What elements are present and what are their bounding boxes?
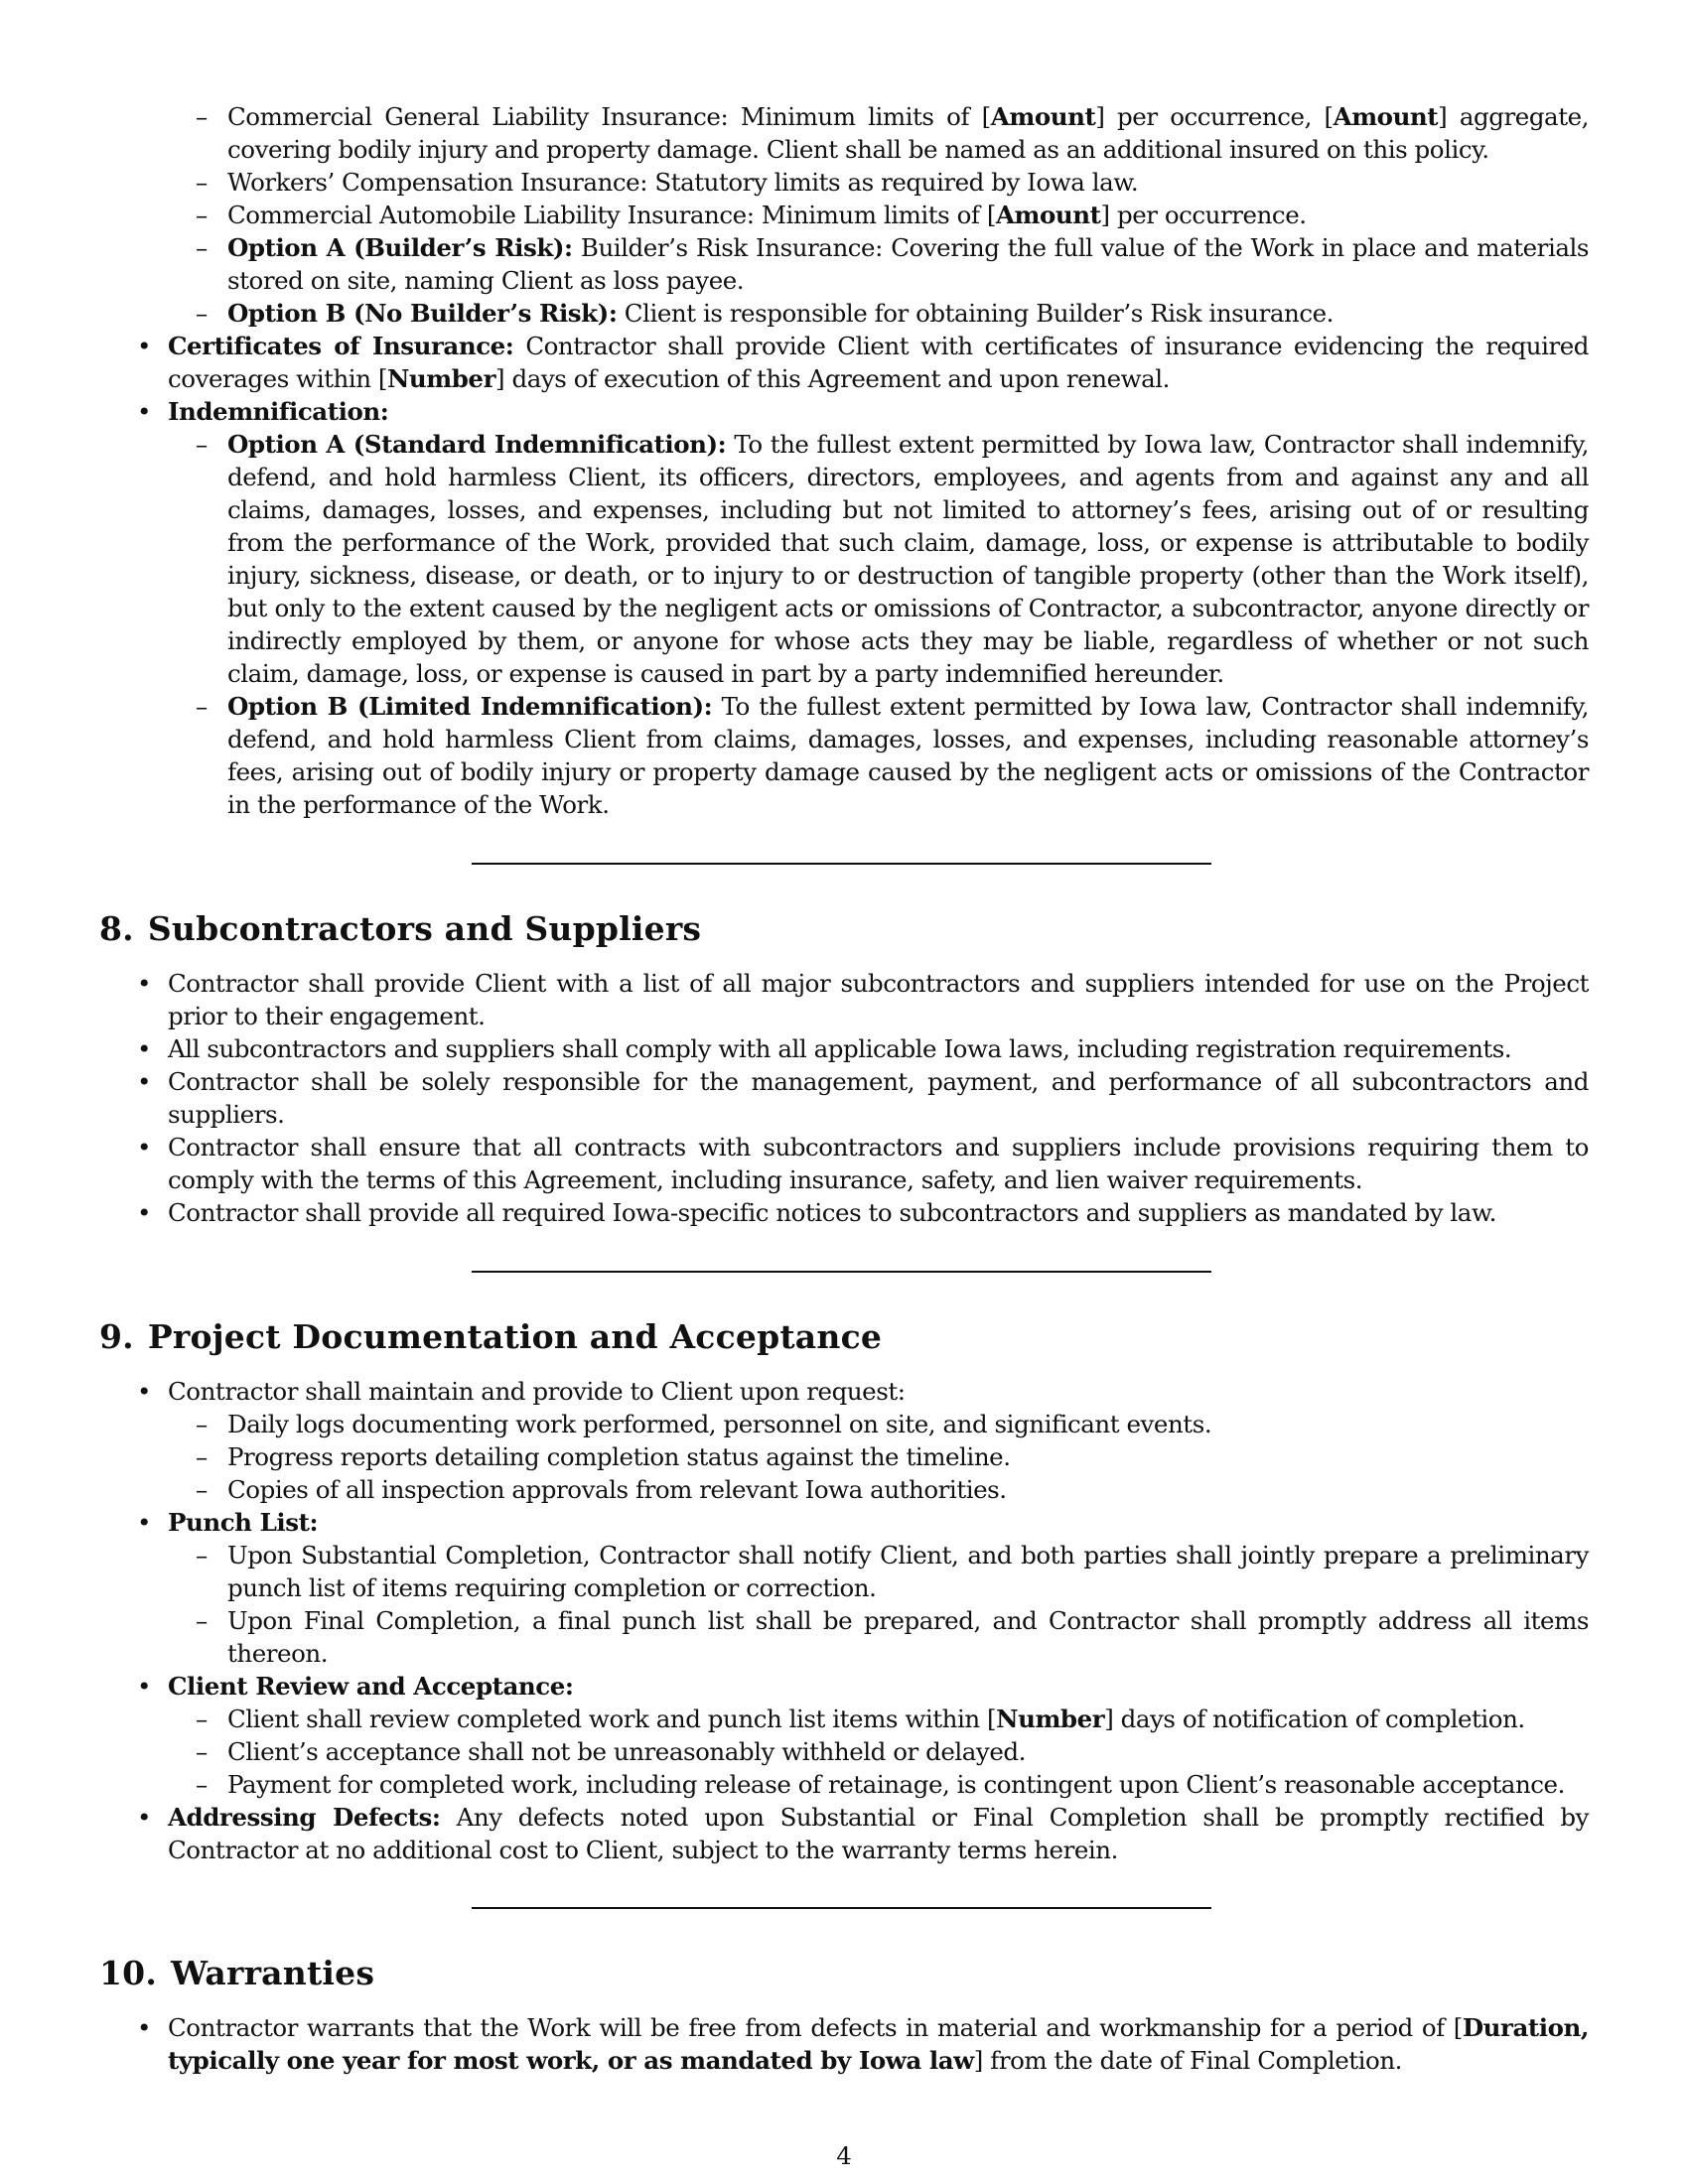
list-item: – Commercial Automobile Liability Insurance: Minimum limits of [Amount] per occurrence.: [0, 199, 1688, 231]
list-item: – Payment for completed work, including release of retainage, is contingent upon Client’s reasonable acceptance.: [0, 1768, 1688, 1801]
list-item: • Contractor warrants that the Work will be free from defects in material and workmanship for a period of [Duration, typically one year for most work, or as mandated by Iowa law] from the date of Final Completion.: [0, 2011, 1688, 2077]
list-item: • Contractor shall be solely responsible for the management, payment, and performance of all subcontractors and suppliers.: [0, 1065, 1688, 1131]
section-divider: [472, 863, 1211, 865]
list-item: • Indemnification: – Option A (Standard Indemnification): To the fullest extent permitted by Iowa law, Contractor shall indemnify, defend, and hold harmless Client, its officers, directors, employees, and agents from and against any and all claims, damages, losses, and expenses, including but not limited to attorney’s fees, arising out of or resulting from the performance of the Work, provided that such claim, damage, loss, or expense is attributable to bodily injury, sickness, disease, or death, or to injury to or destruction of tangible property (other than the Work itself), but only to the extent caused by the negligent acts or omissions of Contractor, a subcontractor, anyone directly or indirectly employed by them, or anyone for whose acts they may be liable, regardless of whether or not such claim, damage, loss, or expense is caused in part by a party indemnified hereunder. – Option B (Limited Indemnification): To the fullest extent permitted by Iowa law, Contractor shall indemnify, defend, and hold harmless Client from claims, damages, losses, and expenses, including reasonable attorney’s fees, arising out of bodily injury or property damage caused by the negligent acts or omissions of the Contractor in the performance of the Work.: [0, 395, 1688, 821]
insurance-bullets: [0, 330, 1688, 821]
list-item: – Option A (Builder’s Risk): Builder’s Risk Insurance: Covering the full value of the Work in place and materials stored on site, naming Client as loss payee.: [0, 231, 1688, 297]
page-number: 4: [836, 2141, 852, 2170]
section-10-body: [0, 2011, 1688, 2077]
warranty-list: [0, 2011, 1688, 2077]
documentation-list: [0, 1375, 1688, 1866]
list-item: – Upon Substantial Completion, Contractor shall notify Client, and both parties shall jointly prepare a preliminary punch list of items requiring completion or correction.: [0, 1539, 1688, 1604]
section-divider: [472, 1907, 1211, 1909]
list-item: • Punch List: – Upon Substantial Completion, Contractor shall notify Client, and both parties shall jointly prepare a preliminary punch list of items requiring completion or correction. – Upon Final Completion, a final punch list shall be prepared, and Contractor shall promptly address all items thereon.: [0, 1506, 1688, 1670]
section-9-body: [0, 1375, 1688, 1866]
insurance-continuation: [0, 100, 1688, 821]
list-item: • Certificates of Insurance: Contractor shall provide Client with certificates of insurance evidencing the required coverages within [Number] days of execution of this Agreement and upon renewal.: [0, 330, 1688, 395]
list-item: – Progress reports detailing completion status against the timeline.: [0, 1440, 1688, 1473]
maintain-sublist: [0, 1408, 1688, 1506]
list-item: • Contractor shall maintain and provide to Client upon request: – Daily logs documenting work performed, personnel on site, and significant events. – Progress reports detailing completion status against the timeline. – Copies of all inspection approvals from relevant Iowa authorities.: [0, 1375, 1688, 1506]
list-item: – Upon Final Completion, a final punch list shall be prepared, and Contractor shall promptly address all items thereon.: [0, 1604, 1688, 1670]
section-heading: 10. Warranties: [99, 1954, 375, 1992]
list-item: – Client’s acceptance shall not be unreasonably withheld or delayed.: [0, 1735, 1688, 1768]
list-item: • All subcontractors and suppliers shall comply with all applicable Iowa laws, including registration requirements.: [0, 1032, 1688, 1065]
list-item: – Option A (Standard Indemnification): To the fullest extent permitted by Iowa law, Contractor shall indemnify, defend, and hold harmless Client, its officers, directors, employees, and agents from and against any and all claims, damages, losses, and expenses, including but not limited to attorney’s fees, arising out of or resulting from the performance of the Work, provided that such claim, damage, loss, or expense is attributable to bodily injury, sickness, disease, or death, or to injury to or destruction of tangible property (other than the Work itself), but only to the extent caused by the negligent acts or omissions of Contractor, a subcontractor, anyone directly or indirectly employed by them, or anyone for whose acts they may be liable, regardless of whether or not such claim, damage, loss, or expense is caused in part by a party indemnified hereunder.: [0, 428, 1688, 690]
section-heading: 9. Project Documentation and Acceptance: [99, 1317, 883, 1356]
review-sublist: [0, 1703, 1688, 1801]
section-8-body: [0, 967, 1688, 1229]
punch-list-sublist: [0, 1539, 1688, 1670]
list-item: – Option B (Limited Indemnification): To the fullest extent permitted by Iowa law, Contractor shall indemnify, defend, and hold harmless Client from claims, damages, losses, and expenses, including reasonable attorney’s fees, arising out of bodily injury or property damage caused by the negligent acts or omissions of the Contractor in the performance of the Work.: [0, 690, 1688, 821]
section-divider: [472, 1271, 1211, 1273]
list-item: • Contractor shall provide all required Iowa-specific notices to subcontractors and suppliers as mandated by law.: [0, 1196, 1688, 1229]
list-item: – Commercial General Liability Insurance: Minimum limits of [Amount] per occurrence, [Amount] aggregate, covering bodily injury and property damage. Client shall be named as an additional insured on this policy.: [0, 100, 1688, 166]
list-item: – Daily logs documenting work performed, personnel on site, and significant events.: [0, 1408, 1688, 1440]
list-item: – Option B (No Builder’s Risk): Client is responsible for obtaining Builder’s Risk insurance.: [0, 297, 1688, 330]
list-item: • Contractor shall provide Client with a list of all major subcontractors and suppliers intended for use on the Project prior to their engagement.: [0, 967, 1688, 1032]
list-item: • Client Review and Acceptance: – Client shall review completed work and punch list items within [Number] days of notification of completion. – Client’s acceptance shall not be unreasonably withheld or delayed. – Payment for completed work, including release of retainage, is contingent upon Client’s reasonable acceptance.: [0, 1670, 1688, 1801]
indemnification-options: [0, 428, 1688, 821]
list-item: – Workers’ Compensation Insurance: Statutory limits as required by Iowa law.: [0, 166, 1688, 199]
list-item: – Copies of all inspection approvals from relevant Iowa authorities.: [0, 1473, 1688, 1506]
subcontractor-list: [0, 967, 1688, 1229]
insurance-list: [0, 100, 1688, 330]
list-item: – Client shall review completed work and punch list items within [Number] days of notification of completion.: [0, 1703, 1688, 1735]
list-item: • Contractor shall ensure that all contracts with subcontractors and suppliers include provisions requiring them to comply with the terms of this Agreement, including insurance, safety, and lien waiver requirements.: [0, 1131, 1688, 1196]
list-item: • Addressing Defects: Any defects noted upon Substantial or Final Completion shall be promptly rectified by Contractor at no additional cost to Client, subject to the warranty terms herein.: [0, 1801, 1688, 1866]
section-heading: 8. Subcontractors and Suppliers: [99, 909, 702, 948]
